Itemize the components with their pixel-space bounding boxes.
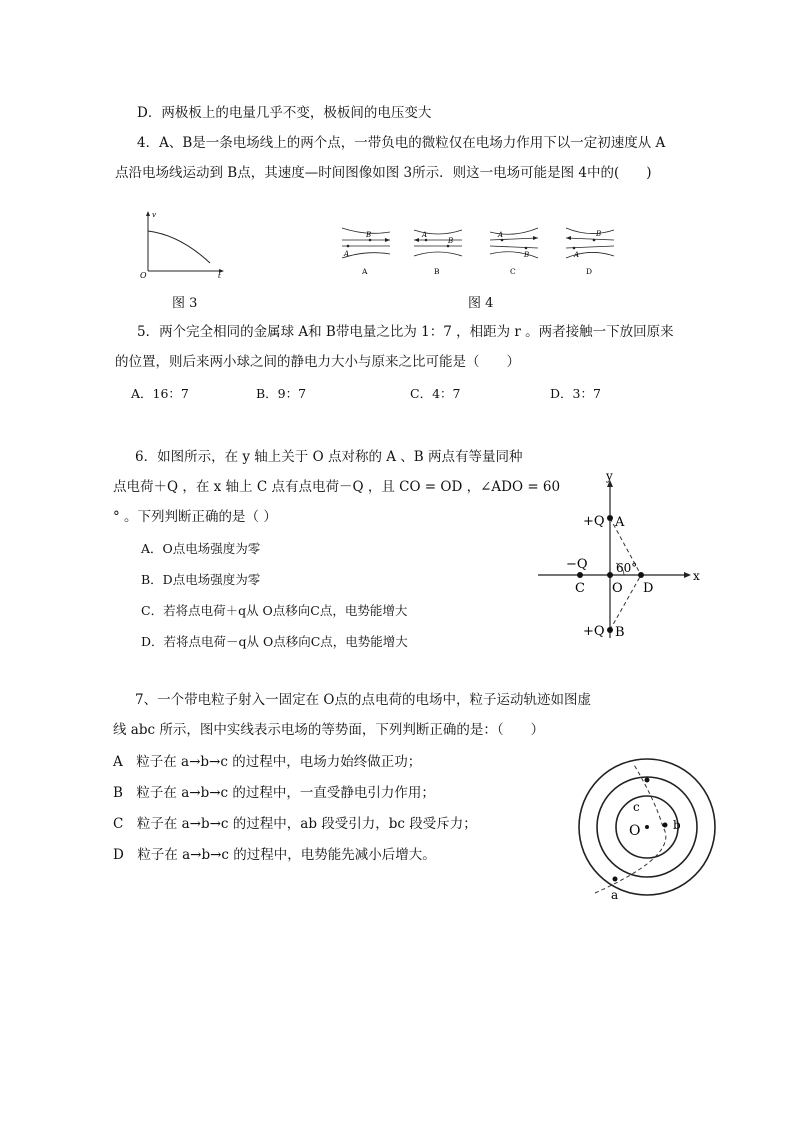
svg-text:b: b [673,818,681,832]
fig3-origin-label: O [140,271,147,280]
fig3-t-label: t [218,272,221,280]
svg-text:A: A [615,515,625,530]
q5-option-d: D．3：7 [550,386,601,401]
q7-figure [575,755,735,905]
svg-text:C: C [575,581,585,596]
q6-option-a: A．O点电场强度为零 [141,541,261,556]
q7-option-a: A 粒子在 a→b→c 的过程中，电场力始终做正功； [113,754,422,770]
svg-text:+Q: +Q [583,624,605,639]
svg-text:B: B [448,237,454,245]
svg-text:−Q: −Q [566,557,588,572]
fig3-velocity-curve [148,231,210,263]
q7-option-c: C 粒子在 a→b→c 的过程中，ab 段受引力，bc 段受斥力； [113,816,477,832]
q6-line1: 6．如图所示，在 y 轴上关于 O 点对称的 A 、B 两点有等量同种 [135,449,523,465]
svg-text:B: B [366,231,372,239]
svg-text:B: B [615,625,625,640]
svg-text:B: B [524,251,530,259]
fig4-label-a: A [362,267,368,276]
svg-text:A: A [344,250,350,258]
svg-text:O: O [629,823,641,839]
q6-point-a [607,515,613,521]
q6-point-o [607,572,613,578]
q7-point-c [645,778,650,783]
q7-point-a [613,877,618,882]
fig4-label-b: B [434,267,440,276]
q5-option-c: C．4：7 [410,386,461,401]
svg-text:A: A [498,231,504,239]
q6-point-b [607,627,613,633]
svg-text:+Q: +Q [583,514,605,529]
q7-point-b [663,823,668,828]
fig4-field-lines [330,222,620,282]
fig4-option-a [342,228,390,276]
fig3-vt-graph [130,205,230,285]
svg-text:x: x [693,569,700,583]
q7-option-d: D 粒子在 a→b→c 的过程中，电势能先减小后增大。 [113,847,436,863]
svg-text:B: B [596,230,602,238]
q6-point-c [577,572,583,578]
q3-option-d: D．两极板上的电量几乎不变，极板间的电压变大 [137,105,432,121]
fig4-label-c: C [510,267,516,276]
svg-text:y: y [606,469,613,483]
svg-text:A: A [422,231,428,239]
q6-option-c: C．若将点电荷＋q从 O点移向C点，电势能增大 [141,603,408,618]
q7-option-b: B 粒子在 a→b→c 的过程中，一直受静电引力作用； [113,785,435,801]
svg-text:a: a [611,888,619,902]
q5-option-b: B．9：7 [256,386,307,401]
q5-line2: 的位置，则后来两小球之间的静电力大小与原来之比可能是（ ） [115,354,520,370]
q6-line3: ° 。下列判断正确的是（ ） [113,509,277,525]
svg-text:A: A [574,251,580,259]
svg-text:60°: 60° [616,561,638,575]
q4-line1: 4．A、B是一条电场线上的两个点，一带负电的微粒仅在电场力作用下以一定初速度从 A [137,135,666,151]
q7-point-o [645,825,649,829]
fig3-caption: 图 3 [172,296,198,311]
fig4-option-d [566,228,614,276]
fig4-caption: 图 4 [468,296,494,311]
q6-point-d [638,572,644,578]
q6-line2: 点电荷＋Q ，在 x 轴上 C 点有点电荷－Q ，且 CO = OD ，∠ADO = 60 [113,479,561,495]
q7-line1: 7、一个带电粒子射入一固定在 O点的点电荷的电场中，粒子运动轨迹如图虚 [135,692,591,708]
q6-option-d: D．若将点电荷－q从 O点移向C点，电势能增大 [141,634,408,649]
q6-figure [536,470,706,640]
q4-line2: 点沿电场线运动到 B点，其速度—时间图像如图 3所示．则这一电场可能是图 4中的( ) [115,165,652,181]
q5-option-a: A．16：7 [131,386,189,401]
svg-text:D: D [643,581,654,596]
q7-line2: 线 abc 所示，图中实线表示电场的等势面，下列判断正确的是：（ ） [113,722,545,738]
fig4-option-c [490,228,538,276]
svg-text:O: O [612,581,623,596]
fig4-label-d: D [586,267,593,276]
q5-line1: 5．两个完全相同的金属球 A和 B带电量之比为 1：7 ，相距为 r 。两者接触一下放回原来 [137,324,674,340]
fig3-v-label: v [152,211,156,219]
fig4-option-b [414,230,462,276]
q6-option-b: B．D点电场强度为零 [141,572,261,587]
svg-text:c: c [633,800,640,814]
